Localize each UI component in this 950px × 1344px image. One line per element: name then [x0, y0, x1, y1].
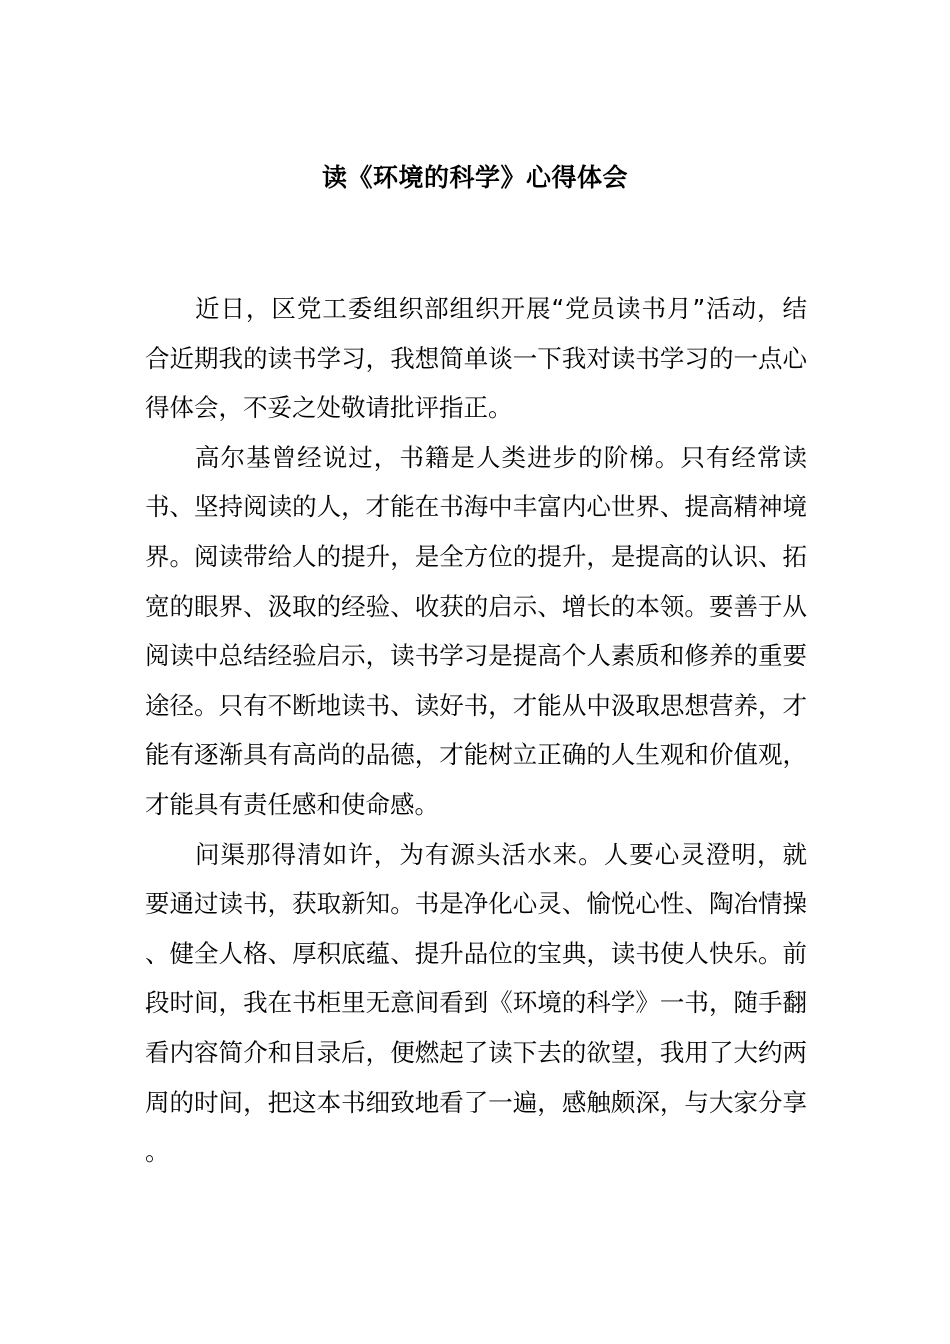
document-body — [145, 284, 807, 1177]
paragraph-1: 近日，区党工委组织部组织开展“党员读书月”活动，结合近期我的读书学习，我想简单谈一下我对读书学习的一点心得体会，不妥之处敬请批评指正。 — [145, 294, 807, 423]
paragraph-3: 问渠那得清如许，为有源头活水来。人要心灵澄明，就要通过读书，获取新知。书是净化心灵、愉悦心性、陶冶情操、健全人格、厚积底蕴、提升品位的宝典，读书使人快乐。前段时间，我在书柜里无意间看到《环境的科学》一书，随手翻看内容简介和目录后，便燃起了读下去的欲望，我用了大约两周的时间，把这本书细致地看了一遍，感触颇深，与大家分享。 — [145, 839, 807, 1167]
document-title: 读《环境的科学》心得体会 — [321, 163, 628, 192]
paragraph-2: 高尔基曾经说过，书籍是人类进步的阶梯。只有经常读书、坚持阅读的人，才能在书海中丰富内心世界、提高精神境界。阅读带给人的提升，是全方位的提升，是提高的认识、拓宽的眼界、汲取的经验、收获的启示、增长的本领。要善于从阅读中总结经验启示，读书学习是提高个人素质和修养的重要途径。只有不断地读书、读好书，才能从中汲取思想营养，才能有逐渐具有高尚的品德，才能树立正确的人生观和价值观，才能具有责任感和使命感。 — [145, 442, 807, 819]
